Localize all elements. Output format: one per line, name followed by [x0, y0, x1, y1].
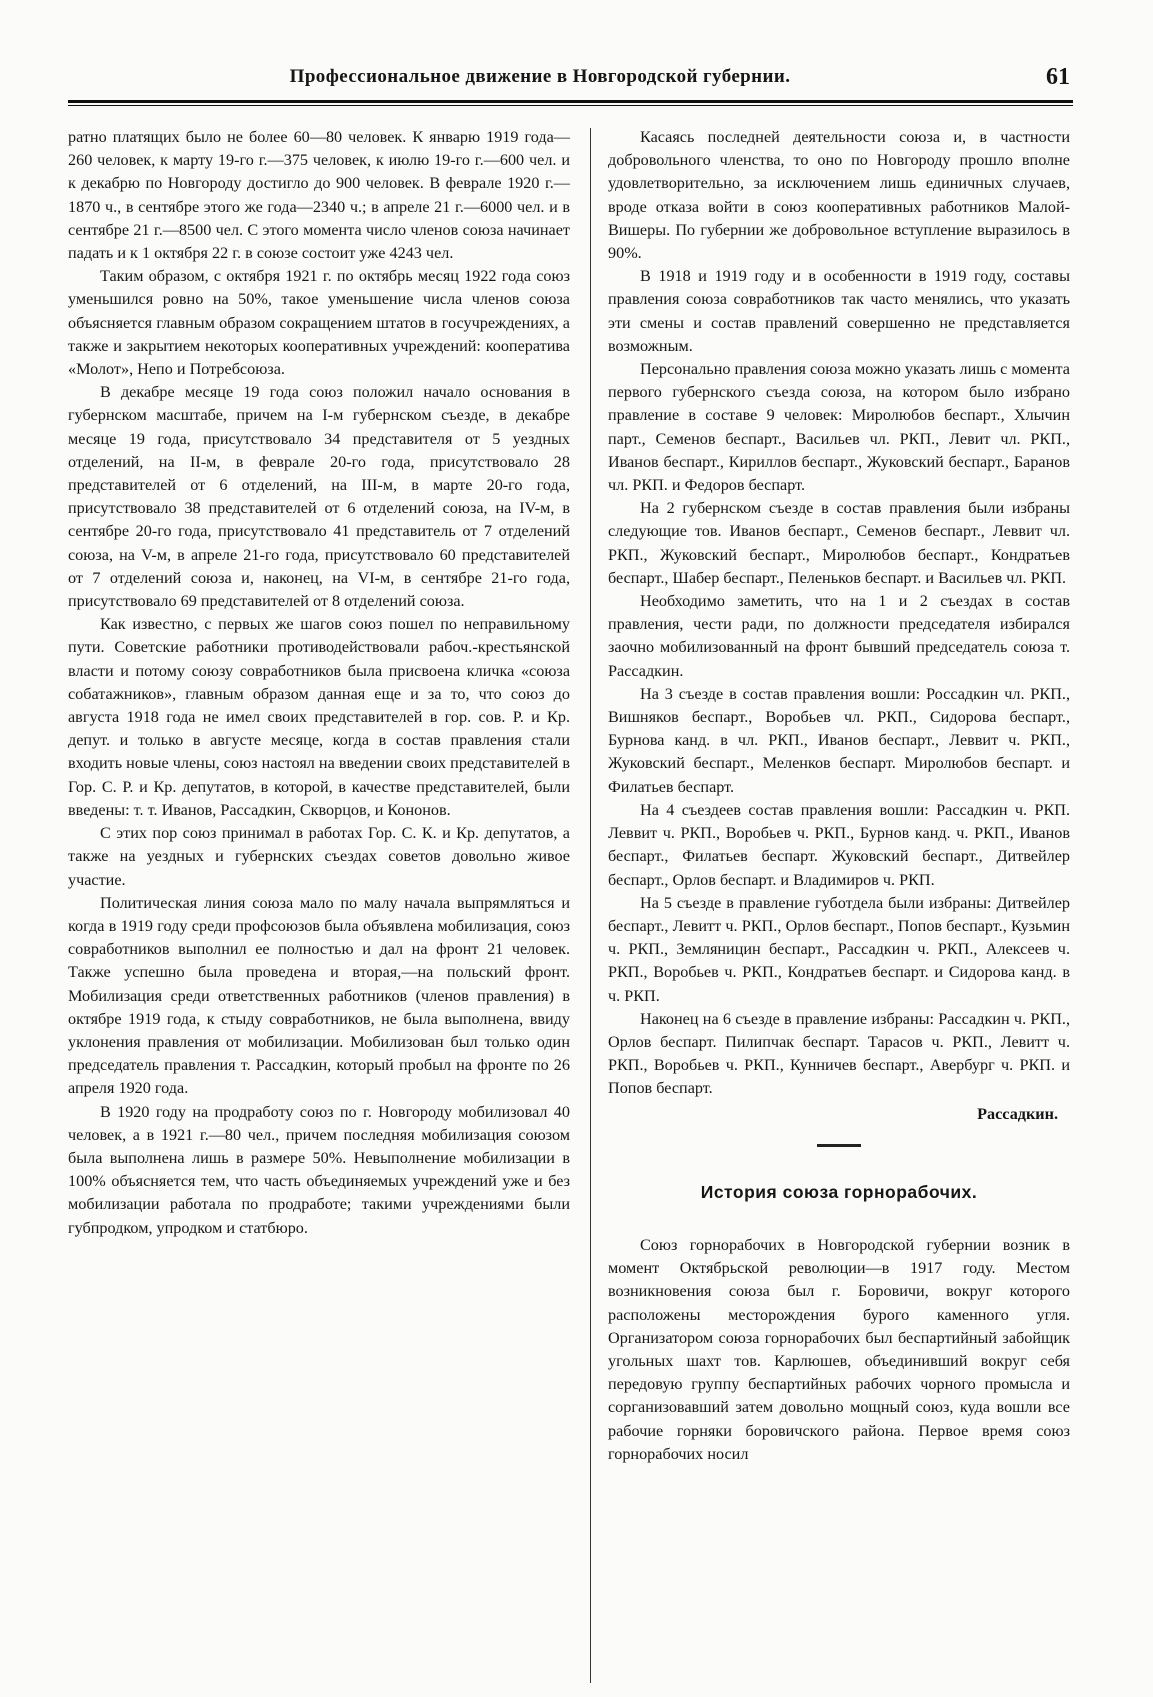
- left-paragraph-4: Как известно, с первых же шагов союз пошел по неправильному пути. Советские работники противодействовали рабоч.-крестьянской власти и потому союзу совработников была присвоена кличка «союза собатажников», главным образом данная еще и за то, что союз до августа 1918 года не имел своих представителей в гор. сов. Р. и Кр. депут. и только в августе месяце, когда в состав правления стали входить новые члены, союз настоял на введении своих представителей в Гор. С. Р. и Кр. депутатов, в которой, в качестве представителей, были введены: т. т. Иванов, Рассадкин, Скворцов, и Кононов.: [68, 615, 570, 819]
- header-rule: [68, 100, 1073, 106]
- right-paragraph-1: Касаясь последней деятельности союза и, в частности добровольного членства, то оно по Новгороду прошло вполне удовлетворительно, за исключением лишь единичных случаев, вроде отказа войти в союз кооперативных работников Малой-Вишеры. По губернии же добровольное вступление выразилось в 90%.: [608, 128, 1070, 263]
- right-paragraph-8: На 5 съезде в правление губотдела были избраны: Дитвейлер беспарт., Левитт ч. РКП., Орлов беспарт., Попов беспарт., Кузьмин ч. РКП., Земляницин беспарт., Рассадкин ч. РКП., Алексеев ч. РКП., Воробьев ч. РКП., Кондратьев беспарт. и Сидорова канд. в ч. РКП.: [608, 893, 1070, 1005]
- section-divider: [817, 1144, 861, 1147]
- left-paragraph-3: В декабре месяце 19 года союз положил начало основания в губернском масштабе, причем на I-м губернском съезде, в декабре месяце 19 года, присутствовало 34 представителя от 5 уездных отделений, на II-м, в феврале 20-го года, присутствовало 28 представителей от 6 отделений, на III-м, в марте 20-го года, присутствовало 38 представителей от 6 отделений союза, на IV-м, в сентябре 20-го года, присутствовало 41 представитель от 7 отделений союза, на V-м, в апреле 21-го года, присутствовало 60 представителей от 7 отделений союза и, наконец, на VI-м, в сентябре 21-го года, присутствовало 69 представителей от 8 отделений союза.: [68, 383, 570, 611]
- left-paragraph-6: Политическая линия союза мало по малу начала выпрямляться и когда в 1919 году среди профсоюзов была объявлена мобилизация, союз совработников выполнил ее полностью и дал на фронт 21 человек. Также успешно была проведена и вторая,—на польский фронт. Мобилизация среди ответственных работников (членов правления) в октябре 1919 года, к стыду совработников, не была выполнена, ввиду уклонения правления от мобилизации. Мобилизован был только один председатель правления т. Рассадкин, который пробыл на фронте по 26 апреля 1920 года.: [68, 893, 570, 1098]
- right-column: [608, 126, 1070, 1466]
- right-paragraph-4: На 2 губернском съезде в состав правления были избраны следующие тов. Иванов беспарт., Семенов беспарт., Леввит чл. РКП., Жуковский беспарт., Миролюбов беспарт., Кондратьев беспарт., Шабер беспарт., Пеленьков беспарт. и Васильев чл. РКП.: [608, 499, 1070, 587]
- running-head: [70, 64, 1070, 94]
- right-paragraph-5: Необходимо заметить, что на 1 и 2 съездах в состав правления, чести ради, по должности председателя избирался заочно мобилизованный на фронт бывший председатель союза т. Рассадкин.: [608, 592, 1070, 680]
- right-paragraph-9: Наконец на 6 съезде в правление избраны: Рассадкин ч. РКП., Орлов беспарт. Пилипчак беспарт. Тарасов ч. РКП., Левитт ч. РКП., Воробьев ч. РКП., Кунничев беспарт., Авербург ч. РКП. и Попов беспарт.: [608, 1009, 1070, 1098]
- right-paragraph-2: В 1918 и 1919 году и в особенности в 1919 году, составы правления союза совработников так часто менялись, что указать эти смены и состав правлений совершенно не представляется возможным.: [608, 267, 1070, 355]
- left-paragraph-2: Таким образом, с октября 1921 г. по октябрь месяц 1922 года союз уменьшился ровно на 50%, такое уменьшение числа членов союза объясняется главным образом сокращением штатов в госучреждениях, а также и закрытием некоторых кооперативных учреждений: кооператива «Молот», Непо и Потребсоюза.: [68, 267, 570, 379]
- column-divider: [590, 128, 591, 1683]
- left-paragraph-1: ратно платящих было не более 60—80 человек. К январю 1919 года—260 человек, к марту 19-го г.—375 человек, к июлю 19-го г.—600 чел. и к декабрю по Новгороду достигло до 900 человек. В феврале 1920 г.—1870 ч., в сентябре этого же года—2340 ч.; в апреле 21 г.—6000 чел. и в сентябре 21 г.—8500 чел. С этого момента число членов союза начинает падать и к 1 октября 22 г. в союзе состоит уже 4243 чел.: [68, 128, 570, 263]
- right-paragraph-6: На 3 съезде в состав правления вошли: Россадкин чл. РКП., Вишняков беспарт., Воробьев чл. РКП., Сидорова беспарт., Бурнова канд. в чл. РКП., Иванов беспарт., Леввит ч. РКП., Жуковский беспарт., Меленков беспарт. Миролюбов беспарт. и Филатьев беспарт.: [608, 684, 1070, 796]
- page-number: 61: [1046, 64, 1070, 90]
- section-paragraph-1: Союз горнорабочих в Новгородской губернии возник в момент Октябрьской революции—в 1917 году. Местом возникновения союза был г. Боровичи, вокруг которого расположены месторождения бурого каменного угля. Организатором союза горнорабочих был беспартийный забойщик угольных шахт тов. Карлюшев, объединивший вокруг себя передовую группу беспартийных рабочих чорного промысла и сорганизовавший затем довольно мощный союз, куда вошли все рабочие горняки боровичского района. Первое время союз горнорабочих носил: [608, 1235, 1070, 1463]
- left-paragraph-5: С этих пор союз принимал в работах Гор. С. К. и Кр. депутатов, а также на уездных и губернских съездах советов довольно живое участие.: [68, 824, 570, 889]
- running-title: Профессиональное движение в Новгородской губернии.: [289, 66, 791, 87]
- left-paragraph-7: В 1920 году на продработу союз по г. Новгороду мобилизовал 40 человек, а в 1921 г.—80 чел., причем последняя мобилизация союзом была выполнена лишь в размере 50%. Невыполнение мобилизации в 100% объясняется тем, что часть объединяемых учреждений уже и без мобилизации работала по продработе; такими учреждениями были губпродком, упродком и статбюро.: [68, 1102, 570, 1237]
- right-paragraph-7: На 4 съездеев состав правления вошли: Рассадкин ч. РКП. Леввит ч. РКП., Воробьев ч. РКП., Бурнов канд. ч. РКП., Иванов беспарт., Филатьев беспарт. Жуковский беспарт., Дитвейлер беспарт., Орлов беспарт. и Владимиров ч. РКП.: [608, 800, 1070, 889]
- section-title: История союза горнорабочих.: [700, 1181, 978, 1202]
- right-paragraph-3: Персонально правления союза можно указать лишь с момента первого губернского съезда союза, на котором было избрано правление в составе 9 человек: Миролюбов беспарт., Хлычин парт., Семенов беспарт., Васильев чл. РКП., Левит чл. РКП., Иванов беспарт., Кириллов беспарт., Жуковский беспарт., Баранов чл. РКП. и Федоров беспарт.: [608, 360, 1070, 495]
- left-column: [68, 126, 570, 1240]
- author-signature: Рассадкин.: [977, 1104, 1058, 1123]
